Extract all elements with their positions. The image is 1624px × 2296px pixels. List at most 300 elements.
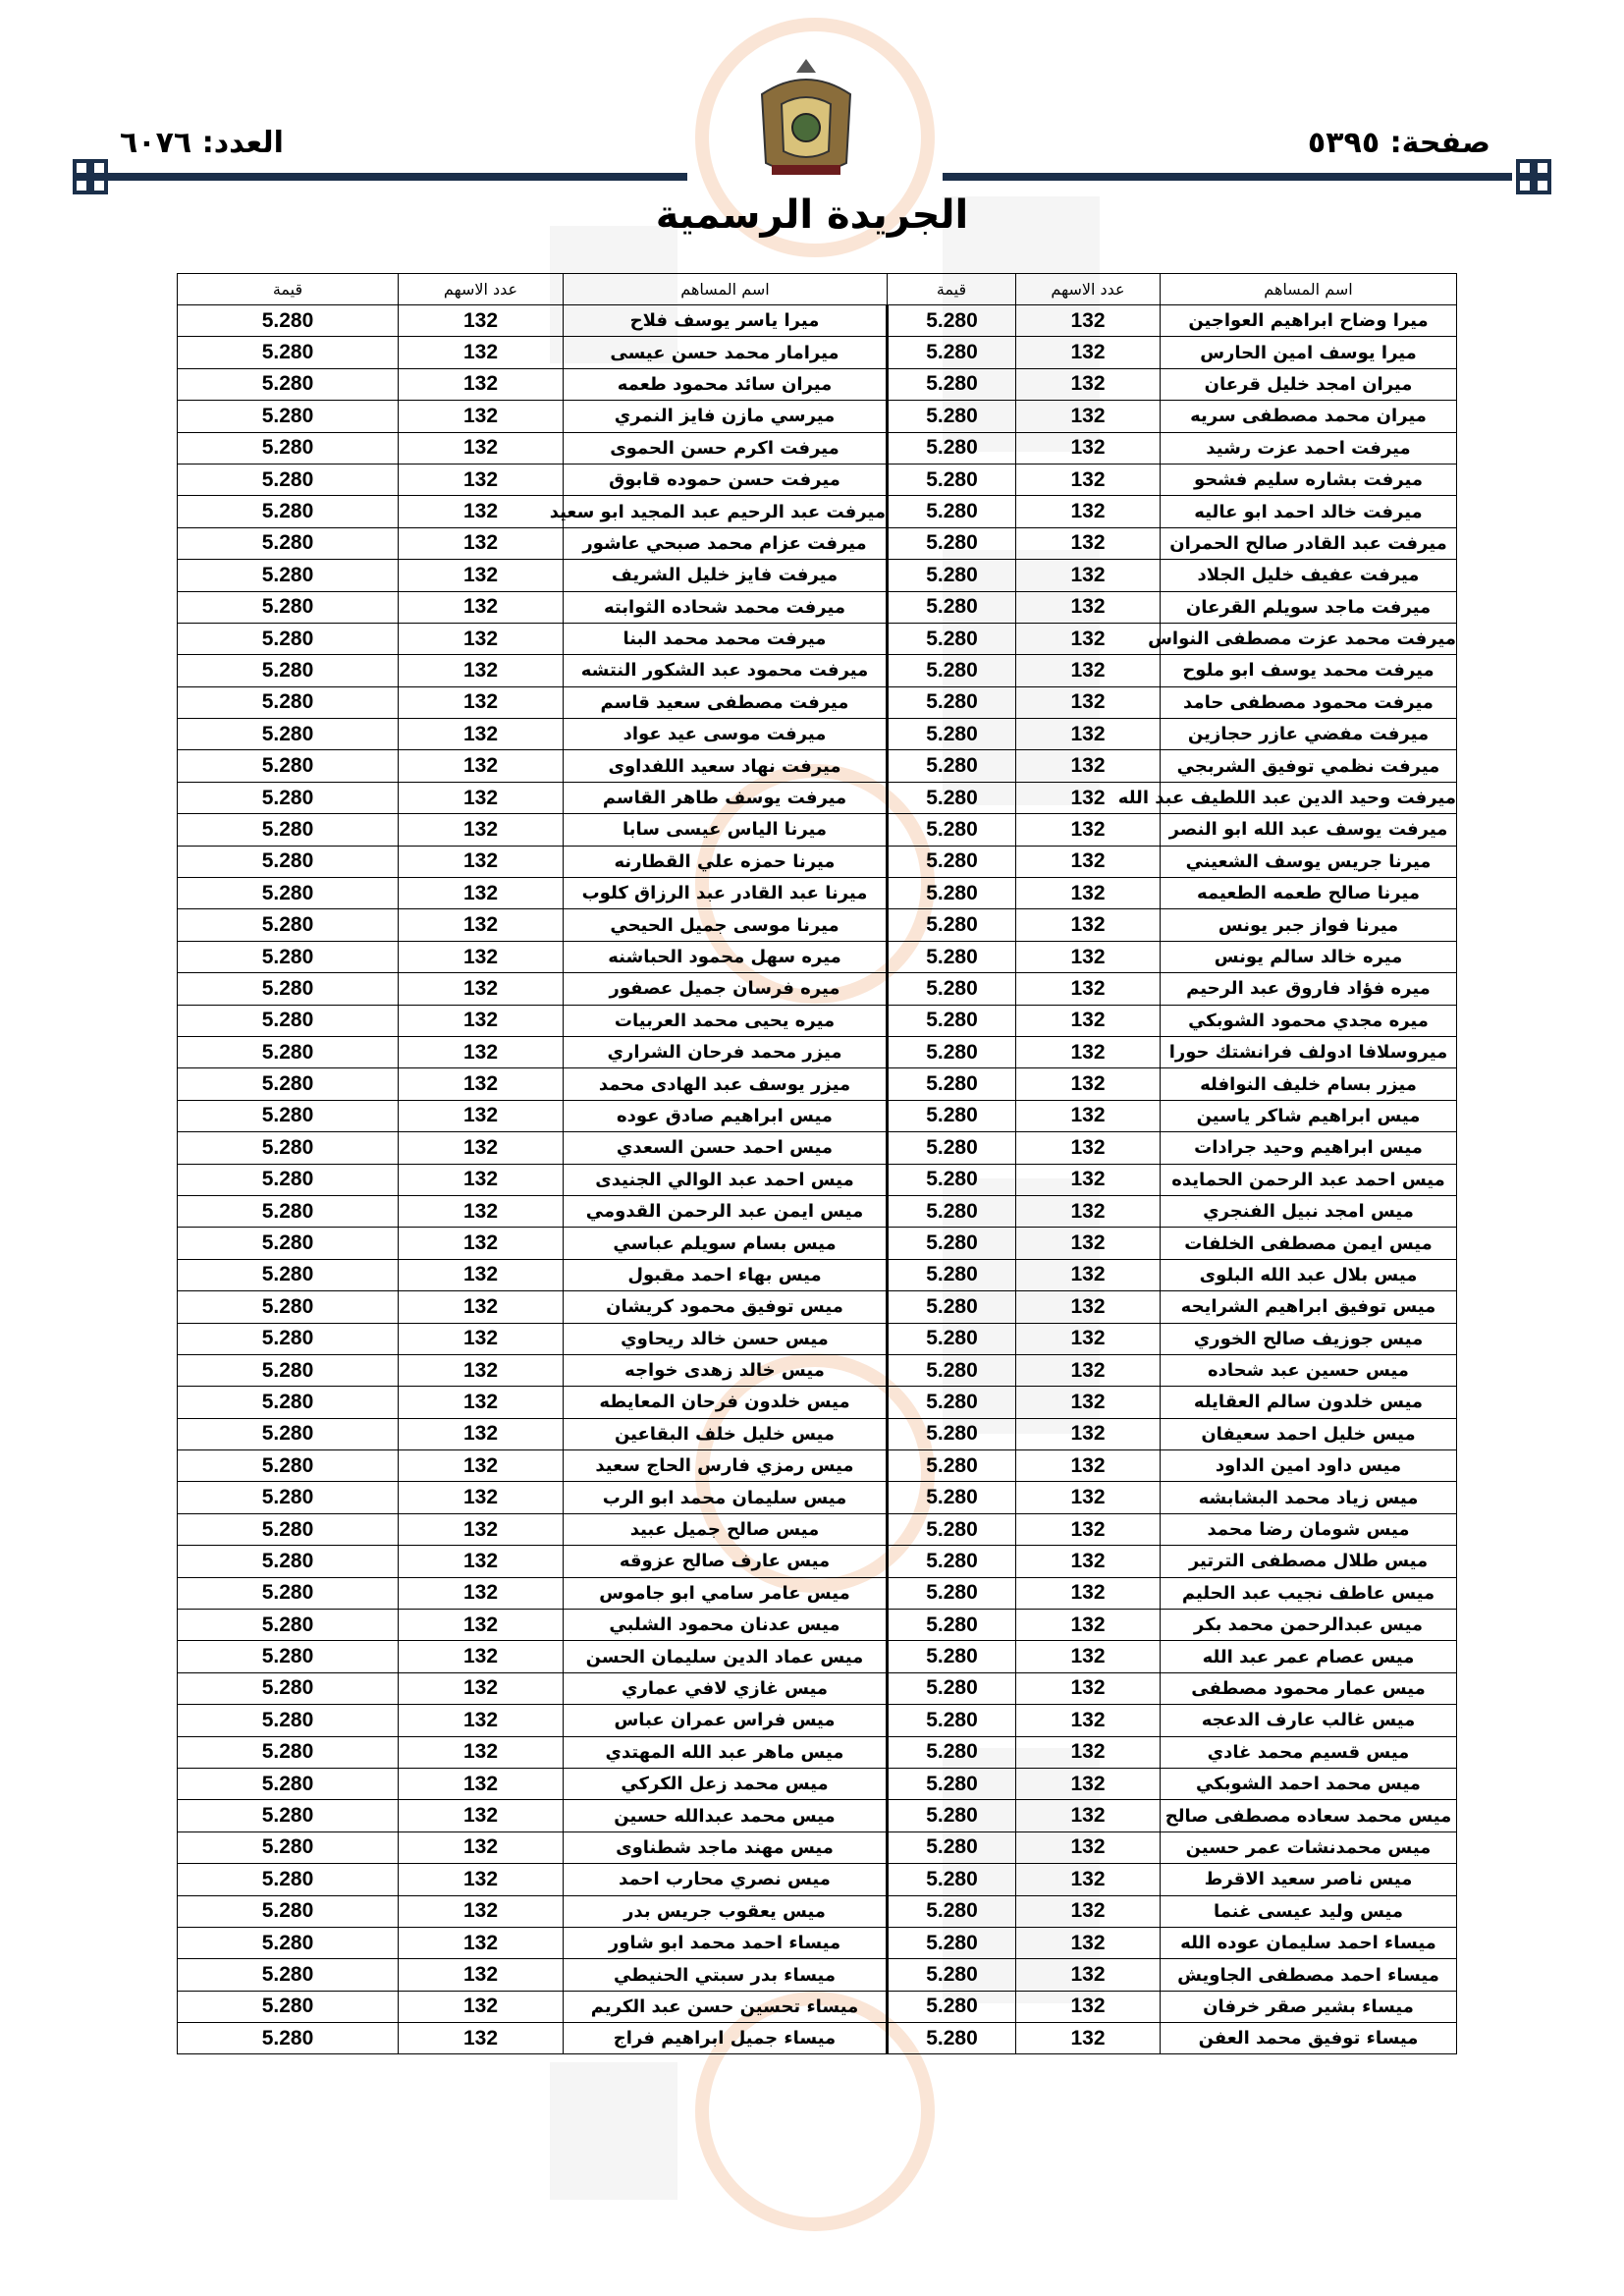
shareholder-name-cell: ميس محمد عبدالله حسين	[564, 1800, 888, 1831]
shareholder-name-cell: ميرنا جريس يوسف الشعيني	[1161, 846, 1457, 877]
shareholder-name-cell: ميرفت اكرم حسن الحموى	[564, 432, 888, 464]
share-value-cell: 5.280	[178, 686, 399, 718]
share-value-cell: 5.280	[178, 1736, 399, 1768]
share-value-cell: 5.280	[888, 1991, 1016, 2022]
share-count-cell: 132	[399, 368, 564, 400]
shareholder-name-cell: ميس عاطف نجيب عبد الحليم	[1161, 1577, 1457, 1609]
share-count-cell: 132	[1016, 401, 1161, 432]
shareholder-name-cell: ميس صالح جميل عبيد	[564, 1513, 888, 1545]
table-row	[178, 2023, 1457, 2054]
shareholder-name-cell: ميرفت محمود عبد الشكور النتشه	[564, 655, 888, 686]
share-count-cell: 132	[399, 1959, 564, 1991]
shareholder-name-cell: ميرفت مفضي عازر حجازين	[1161, 719, 1457, 750]
table-row	[178, 1323, 1457, 1354]
share-count-cell: 132	[399, 1800, 564, 1831]
table-row	[178, 1228, 1457, 1259]
table-row	[178, 1864, 1457, 1895]
shareholder-name-cell: ميره فؤاد فاروق عبد الرحيم	[1161, 973, 1457, 1005]
table-row	[178, 1513, 1457, 1545]
shareholder-name-cell: ميرنا موسى جميل الحيحي	[564, 909, 888, 941]
share-count-cell: 132	[399, 1323, 564, 1354]
table-row	[178, 719, 1457, 750]
share-count-cell: 132	[1016, 1323, 1161, 1354]
share-count-cell: 132	[1016, 1927, 1161, 1958]
shareholder-name-cell: ميرنا فواز جبر يونس	[1161, 909, 1457, 941]
table-row	[178, 560, 1457, 591]
table-row	[178, 464, 1457, 495]
share-count-cell: 132	[1016, 1672, 1161, 1704]
share-count-cell: 132	[399, 1482, 564, 1513]
share-count-cell: 132	[1016, 814, 1161, 846]
share-value-cell: 5.280	[178, 1864, 399, 1895]
share-value-cell: 5.280	[178, 1132, 399, 1164]
share-count-cell: 132	[399, 401, 564, 432]
share-count-cell: 132	[1016, 1736, 1161, 1768]
shareholder-name-cell: ميس محمد احمد الشوبكي	[1161, 1768, 1457, 1799]
shareholder-name-cell: ميس امجد نبيل الفنجري	[1161, 1195, 1457, 1227]
shareholder-name-cell: ميرا ياسر يوسف فلاح	[564, 305, 888, 337]
share-value-cell: 5.280	[178, 973, 399, 1005]
share-value-cell: 5.280	[178, 1100, 399, 1131]
shareholder-name-cell: ميس خليل خلف البقاعين	[564, 1418, 888, 1449]
share-value-cell: 5.280	[178, 750, 399, 782]
share-value-cell: 5.280	[888, 368, 1016, 400]
share-count-cell: 132	[1016, 846, 1161, 877]
share-count-cell: 132	[399, 750, 564, 782]
share-value-cell: 5.280	[178, 368, 399, 400]
shareholder-name-cell: ميساء احمد مصطفى الجاويش	[1161, 1959, 1457, 1991]
share-count-cell: 132	[399, 496, 564, 527]
share-count-cell: 132	[399, 1672, 564, 1704]
table-row	[178, 1768, 1457, 1799]
table-body	[178, 305, 1457, 2054]
shareholder-name-cell: ميس خليل احمد سعيفان	[1161, 1418, 1457, 1449]
share-value-cell: 5.280	[888, 337, 1016, 368]
shareholder-name-cell: ميس زياد محمد البشابشه	[1161, 1482, 1457, 1513]
share-count-cell: 132	[1016, 1068, 1161, 1100]
share-count-cell: 132	[399, 432, 564, 464]
column-header: اسم المساهم	[564, 274, 888, 305]
shareholder-name-cell: ميره سهل محمود الحباشنه	[564, 941, 888, 972]
table-row	[178, 941, 1457, 972]
share-count-cell: 132	[1016, 1991, 1161, 2022]
gazette-title: الجريدة الرسمية	[655, 192, 969, 238]
shareholder-name-cell: ميرفت يوسف عبد الله ابو النصر	[1161, 814, 1457, 846]
share-value-cell: 5.280	[888, 719, 1016, 750]
shareholder-name-cell: ميس غالب عارف الدعجه	[1161, 1705, 1457, 1736]
share-value-cell: 5.280	[888, 1610, 1016, 1641]
share-value-cell: 5.280	[888, 1195, 1016, 1227]
share-count-cell: 132	[399, 337, 564, 368]
share-count-cell: 132	[1016, 1895, 1161, 1927]
share-count-cell: 132	[1016, 1228, 1161, 1259]
share-value-cell: 5.280	[178, 1387, 399, 1418]
shareholder-name-cell: ميرفت حسن حموده قابوق	[564, 464, 888, 495]
share-count-cell: 132	[1016, 432, 1161, 464]
shareholder-name-cell: ميس عصام عمر عبد الله	[1161, 1641, 1457, 1672]
shareholder-name-cell: ميرفت يوسف طاهر القاسم	[564, 782, 888, 813]
table-row	[178, 1991, 1457, 2022]
share-value-cell: 5.280	[178, 1259, 399, 1290]
shareholder-name-cell: ميره يحيى محمد العربيات	[564, 1005, 888, 1036]
shareholder-name-cell: ميساء احمد محمد ابو شاور	[564, 1927, 888, 1958]
share-value-cell: 5.280	[888, 432, 1016, 464]
share-count-cell: 132	[1016, 2023, 1161, 2054]
column-header: اسم المساهم	[1161, 274, 1457, 305]
share-value-cell: 5.280	[888, 686, 1016, 718]
share-value-cell: 5.280	[888, 401, 1016, 432]
share-count-cell: 132	[399, 1895, 564, 1927]
share-count-cell: 132	[399, 1450, 564, 1482]
share-count-cell: 132	[399, 1195, 564, 1227]
share-value-cell: 5.280	[178, 782, 399, 813]
share-value-cell: 5.280	[178, 496, 399, 527]
shareholder-name-cell: ميس احمد عبد الرحمن الحمايده	[1161, 1164, 1457, 1195]
share-count-cell: 132	[399, 560, 564, 591]
share-count-cell: 132	[1016, 941, 1161, 972]
share-value-cell: 5.280	[888, 1513, 1016, 1545]
share-count-cell: 132	[399, 1068, 564, 1100]
shareholder-name-cell: ميزر يوسف عبد الهادى محمد	[564, 1068, 888, 1100]
table-row	[178, 337, 1457, 368]
table-row	[178, 1610, 1457, 1641]
table-row	[178, 846, 1457, 877]
shareholder-name-cell: ميس احمد حسن السعدي	[564, 1132, 888, 1164]
share-count-cell: 132	[399, 1736, 564, 1768]
share-value-cell: 5.280	[178, 591, 399, 623]
share-value-cell: 5.280	[888, 1959, 1016, 1991]
share-value-cell: 5.280	[178, 719, 399, 750]
share-count-cell: 132	[1016, 1450, 1161, 1482]
shareholder-name-cell: ميرفت نظمي توفيق الشربجي	[1161, 750, 1457, 782]
share-value-cell: 5.280	[888, 1800, 1016, 1831]
share-count-cell: 132	[1016, 1100, 1161, 1131]
share-value-cell: 5.280	[888, 305, 1016, 337]
shareholder-name-cell: ميساء جميل ابراهيم فراج	[564, 2023, 888, 2054]
table-row	[178, 814, 1457, 846]
share-value-cell: 5.280	[178, 305, 399, 337]
table-row	[178, 1927, 1457, 1958]
share-count-cell: 132	[399, 1991, 564, 2022]
share-count-cell: 132	[399, 1387, 564, 1418]
share-count-cell: 132	[1016, 368, 1161, 400]
share-value-cell: 5.280	[178, 2023, 399, 2054]
shareholder-name-cell: ميس عبدالرحمن محمد بكر	[1161, 1610, 1457, 1641]
table-row	[178, 1259, 1457, 1290]
shareholder-name-cell: ميس عدنان محمود الشلبي	[564, 1610, 888, 1641]
share-count-cell: 132	[1016, 1831, 1161, 1863]
table-row	[178, 1387, 1457, 1418]
share-value-cell: 5.280	[178, 1800, 399, 1831]
share-count-cell: 132	[1016, 750, 1161, 782]
shareholder-name-cell: ميس شومان رضا محمد	[1161, 1513, 1457, 1545]
share-count-cell: 132	[399, 464, 564, 495]
shareholder-name-cell: ميس غازي لافي عماري	[564, 1672, 888, 1704]
page-header	[0, 0, 1624, 265]
shareholder-name-cell: ميرفت محمود مصطفى حامد	[1161, 686, 1457, 718]
share-value-cell: 5.280	[178, 1482, 399, 1513]
share-value-cell: 5.280	[888, 1005, 1016, 1036]
table-row	[178, 750, 1457, 782]
share-count-cell: 132	[1016, 1354, 1161, 1386]
share-count-cell: 132	[1016, 1164, 1161, 1195]
share-value-cell: 5.280	[888, 655, 1016, 686]
shareholder-name-cell: ميران سائد محمود طعمه	[564, 368, 888, 400]
share-value-cell: 5.280	[178, 560, 399, 591]
share-count-cell: 132	[1016, 1036, 1161, 1067]
share-value-cell: 5.280	[888, 1036, 1016, 1067]
table-row	[178, 368, 1457, 400]
table-row	[178, 1577, 1457, 1609]
share-value-cell: 5.280	[888, 1418, 1016, 1449]
share-count-cell: 132	[399, 1768, 564, 1799]
share-value-cell: 5.280	[888, 846, 1016, 877]
table-row	[178, 1546, 1457, 1577]
share-count-cell: 132	[1016, 337, 1161, 368]
share-value-cell: 5.280	[888, 1577, 1016, 1609]
share-count-cell: 132	[1016, 560, 1161, 591]
share-count-cell: 132	[399, 591, 564, 623]
table-row	[178, 1705, 1457, 1736]
share-count-cell: 132	[399, 1513, 564, 1545]
share-count-cell: 132	[399, 623, 564, 654]
shareholder-name-cell: ميس داود امين الداود	[1161, 1450, 1457, 1482]
shareholder-name-cell: ميرفت وحيد الدين عبد اللطيف عبد الله	[1161, 782, 1457, 813]
share-value-cell: 5.280	[888, 591, 1016, 623]
shareholder-name-cell: ميرسي مازن فايز النمري	[564, 401, 888, 432]
share-value-cell: 5.280	[178, 1036, 399, 1067]
table-row	[178, 623, 1457, 654]
share-value-cell: 5.280	[888, 1927, 1016, 1958]
header-rule-left	[108, 173, 687, 181]
share-value-cell: 5.280	[888, 1864, 1016, 1895]
share-count-cell: 132	[399, 814, 564, 846]
share-value-cell: 5.280	[178, 1195, 399, 1227]
share-count-cell: 132	[1016, 878, 1161, 909]
share-value-cell: 5.280	[178, 464, 399, 495]
share-value-cell: 5.280	[888, 973, 1016, 1005]
share-value-cell: 5.280	[178, 846, 399, 877]
shareholder-name-cell: ميس احمد عبد الوالي الجنيدى	[564, 1164, 888, 1195]
column-header: عدد الاسهم	[1016, 274, 1161, 305]
share-value-cell: 5.280	[178, 1513, 399, 1545]
share-value-cell: 5.280	[178, 1991, 399, 2022]
share-value-cell: 5.280	[178, 1610, 399, 1641]
share-count-cell: 132	[399, 1005, 564, 1036]
shareholder-name-cell: ميس خالد زهدى خواجه	[564, 1354, 888, 1386]
share-value-cell: 5.280	[178, 1418, 399, 1449]
shareholder-name-cell: ميرنا صالح طعمه الطعيمه	[1161, 878, 1457, 909]
shareholder-name-cell: ميرفت نهاد سعيد اللفداوى	[564, 750, 888, 782]
shareholder-name-cell: ميس ابراهيم صادق عوده	[564, 1100, 888, 1131]
share-value-cell: 5.280	[888, 464, 1016, 495]
share-count-cell: 132	[1016, 1259, 1161, 1290]
share-value-cell: 5.280	[888, 1164, 1016, 1195]
share-count-cell: 132	[1016, 591, 1161, 623]
share-count-cell: 132	[399, 1036, 564, 1067]
share-count-cell: 132	[399, 1610, 564, 1641]
share-count-cell: 132	[399, 1577, 564, 1609]
shareholder-name-cell: ميروسلافا ادولف فرانشتك حورا	[1161, 1036, 1457, 1067]
shareholder-name-cell: ميرنا الياس عيسى سابا	[564, 814, 888, 846]
shareholder-name-cell: ميس ابراهيم شاكر ياسين	[1161, 1100, 1457, 1131]
share-count-cell: 132	[1016, 527, 1161, 559]
share-count-cell: 132	[399, 846, 564, 877]
shareholder-name-cell: ميس بهاء احمد مقبول	[564, 1259, 888, 1290]
shareholder-name-cell: ميس سليمان محمد ابو الرب	[564, 1482, 888, 1513]
shareholder-name-cell: ميس ابراهيم وحيد جرادات	[1161, 1132, 1457, 1164]
table-row	[178, 878, 1457, 909]
table-row	[178, 1005, 1457, 1036]
table-row	[178, 1100, 1457, 1131]
shareholder-name-cell: ميرا يوسف امين الحارس	[1161, 337, 1457, 368]
shareholder-name-cell: ميس توفيق محمود كريشان	[564, 1291, 888, 1323]
share-value-cell: 5.280	[888, 782, 1016, 813]
share-count-cell: 132	[399, 1259, 564, 1290]
shareholder-name-cell: ميس ناصر سعيد الاقرط	[1161, 1864, 1457, 1895]
share-count-cell: 132	[1016, 1546, 1161, 1577]
share-count-cell: 132	[1016, 496, 1161, 527]
share-value-cell: 5.280	[888, 1291, 1016, 1323]
shareholder-name-cell: ميرفت بشاره سليم فشحو	[1161, 464, 1457, 495]
table-row	[178, 1068, 1457, 1100]
shareholder-name-cell: ميس جوزيف صالح الخوري	[1161, 1323, 1457, 1354]
shareholder-name-cell: ميس خلدون فرحان المعايطه	[564, 1387, 888, 1418]
shareholder-name-cell: ميرنا حمزه علي القطارنه	[564, 846, 888, 877]
share-value-cell: 5.280	[178, 1705, 399, 1736]
shareholder-name-cell: ميساء بدر سبتي الحنيطي	[564, 1959, 888, 1991]
share-value-cell: 5.280	[178, 432, 399, 464]
share-value-cell: 5.280	[888, 560, 1016, 591]
shareholder-name-cell: ميس عماد الدين سليمان الحسن	[564, 1641, 888, 1672]
share-value-cell: 5.280	[888, 1132, 1016, 1164]
table-header-row	[178, 274, 1457, 305]
share-value-cell: 5.280	[178, 527, 399, 559]
share-count-cell: 132	[399, 1927, 564, 1958]
table-row	[178, 432, 1457, 464]
table-row	[178, 527, 1457, 559]
shareholder-name-cell: ميرفت محمد شحاده الثوابته	[564, 591, 888, 623]
share-count-cell: 132	[399, 1418, 564, 1449]
share-value-cell: 5.280	[178, 1672, 399, 1704]
share-count-cell: 132	[399, 719, 564, 750]
share-count-cell: 132	[1016, 1641, 1161, 1672]
share-count-cell: 132	[399, 686, 564, 718]
share-value-cell: 5.280	[178, 1641, 399, 1672]
share-count-cell: 132	[399, 305, 564, 337]
share-value-cell: 5.280	[888, 1768, 1016, 1799]
share-value-cell: 5.280	[178, 1291, 399, 1323]
table-row	[178, 1291, 1457, 1323]
coat-of-arms-icon	[752, 55, 860, 183]
shareholder-name-cell: ميرفت عزام محمد صبحي عاشور	[564, 527, 888, 559]
shareholder-name-cell: ميرفت عبد الرحيم عبد المجيد ابو سعيد	[564, 496, 888, 527]
share-count-cell: 132	[1016, 1291, 1161, 1323]
shareholder-name-cell: ميرنا عبد القادر عبد الرزاق كلوب	[564, 878, 888, 909]
share-value-cell: 5.280	[888, 496, 1016, 527]
table-row	[178, 1450, 1457, 1482]
share-count-cell: 132	[1016, 1800, 1161, 1831]
share-count-cell: 132	[399, 1831, 564, 1863]
share-count-cell: 132	[1016, 1610, 1161, 1641]
table-row	[178, 1959, 1457, 1991]
shareholder-name-cell: ميس يعقوب جريس بدر	[564, 1895, 888, 1927]
share-count-cell: 132	[1016, 719, 1161, 750]
share-value-cell: 5.280	[178, 1546, 399, 1577]
share-count-cell: 132	[1016, 973, 1161, 1005]
shareholder-name-cell: ميرامار محمد حسن عيسى	[564, 337, 888, 368]
shareholder-name-cell: ميس عمار محمود مصطفى	[1161, 1672, 1457, 1704]
shareholder-name-cell: ميس محمد زعل الكركي	[564, 1768, 888, 1799]
shareholders-table	[177, 273, 1457, 2054]
shareholder-name-cell: ميس خلدون سالم العقايله	[1161, 1387, 1457, 1418]
shareholder-name-cell: ميرفت فايز خليل الشريف	[564, 560, 888, 591]
shareholder-name-cell: ميساء بشير صقر خرفان	[1161, 1991, 1457, 2022]
share-count-cell: 132	[1016, 1705, 1161, 1736]
shareholder-name-cell: ميس بلال عبد الله البلوى	[1161, 1259, 1457, 1290]
table-row	[178, 1354, 1457, 1386]
share-count-cell: 132	[399, 1132, 564, 1164]
share-count-cell: 132	[399, 878, 564, 909]
header-rule-right	[943, 173, 1512, 181]
share-value-cell: 5.280	[888, 1641, 1016, 1672]
shareholder-name-cell: ميس وليد عيسى غنما	[1161, 1895, 1457, 1927]
share-count-cell: 132	[1016, 1195, 1161, 1227]
shareholder-name-cell: ميساء تحسين حسن عبد الكريم	[564, 1991, 888, 2022]
share-count-cell: 132	[1016, 655, 1161, 686]
share-count-cell: 132	[399, 655, 564, 686]
share-count-cell: 132	[1016, 1513, 1161, 1545]
share-value-cell: 5.280	[178, 1895, 399, 1927]
shareholder-name-cell: ميس فراس عمران عباس	[564, 1705, 888, 1736]
share-count-cell: 132	[399, 1291, 564, 1323]
shareholder-name-cell: ميس حسن خالد ريحاوي	[564, 1323, 888, 1354]
table-row	[178, 973, 1457, 1005]
shareholder-name-cell: ميس قسيم محمد غادي	[1161, 1736, 1457, 1768]
share-value-cell: 5.280	[178, 401, 399, 432]
share-count-cell: 132	[399, 1641, 564, 1672]
table-row	[178, 1132, 1457, 1164]
share-count-cell: 132	[399, 1864, 564, 1895]
shareholder-name-cell: ميره فرسان جميل عصفور	[564, 973, 888, 1005]
share-value-cell: 5.280	[178, 1068, 399, 1100]
share-value-cell: 5.280	[888, 941, 1016, 972]
share-value-cell: 5.280	[178, 1323, 399, 1354]
table-row	[178, 909, 1457, 941]
share-value-cell: 5.280	[178, 1831, 399, 1863]
shareholder-name-cell: ميرفت احمد عزت رشيد	[1161, 432, 1457, 464]
share-count-cell: 132	[1016, 1864, 1161, 1895]
shareholder-name-cell: ميس محمد سعاده مصطفى صالح	[1161, 1800, 1457, 1831]
share-value-cell: 5.280	[178, 1927, 399, 1958]
share-value-cell: 5.280	[888, 1736, 1016, 1768]
share-value-cell: 5.280	[178, 623, 399, 654]
share-count-cell: 132	[399, 1705, 564, 1736]
shareholder-name-cell: ميس مهند ماجد شطناوى	[564, 1831, 888, 1863]
table-row	[178, 1482, 1457, 1513]
share-value-cell: 5.280	[888, 1672, 1016, 1704]
table-row	[178, 1641, 1457, 1672]
share-count-cell: 132	[399, 1354, 564, 1386]
shareholder-name-cell: ميس حسين عبد شحاده	[1161, 1354, 1457, 1386]
table-row	[178, 1418, 1457, 1449]
table-row	[178, 1164, 1457, 1195]
column-header: قيمة	[888, 274, 1016, 305]
share-value-cell: 5.280	[178, 1577, 399, 1609]
table-row	[178, 1195, 1457, 1227]
share-value-cell: 5.280	[888, 527, 1016, 559]
shareholder-name-cell: ميرفت محمد يوسف ابو ملوح	[1161, 655, 1457, 686]
